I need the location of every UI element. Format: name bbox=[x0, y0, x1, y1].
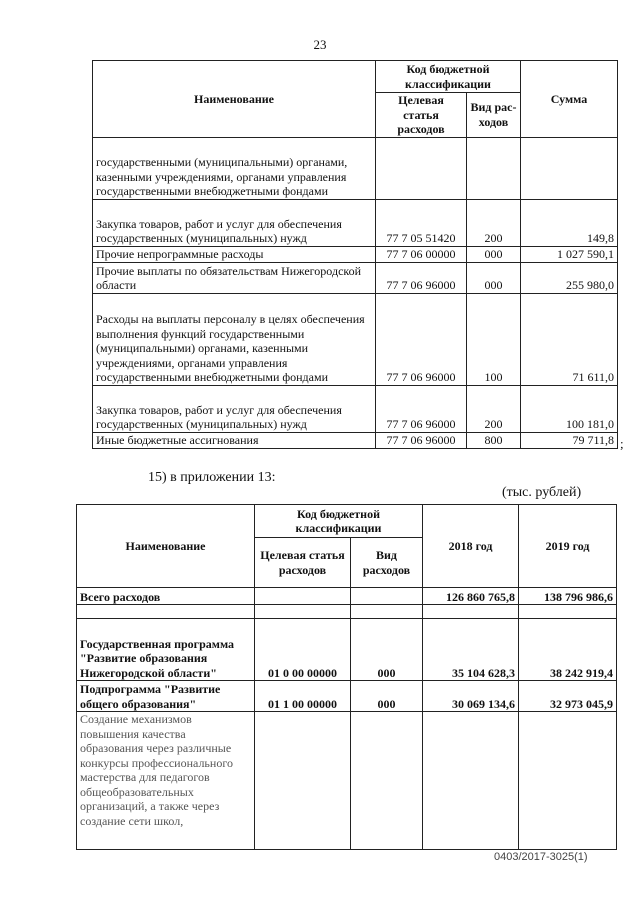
row-2018: 30 069 134,6 bbox=[423, 681, 519, 712]
header-type: Вид рас-ходов bbox=[467, 93, 521, 138]
spacer-row bbox=[77, 605, 617, 619]
row-sum: 255 980,0 bbox=[521, 262, 618, 293]
header-target: Целевая статья расходов bbox=[255, 538, 351, 588]
header-code-group: Код бюджетной классификации bbox=[376, 61, 521, 93]
row-target: 77 7 06 00000 bbox=[376, 246, 467, 262]
row-sum: 79 711,8 bbox=[521, 432, 618, 448]
row-2019: 32 973 045,9 bbox=[519, 681, 617, 712]
row-target bbox=[255, 712, 351, 850]
header-sum: Сумма bbox=[521, 61, 618, 138]
units-label: (тыс. рублей) bbox=[502, 485, 582, 500]
header-code-group: Код бюджетной классификации bbox=[255, 505, 423, 538]
header-type: Вид расходов bbox=[351, 538, 423, 588]
row-2018 bbox=[423, 712, 519, 850]
row-type: 000 bbox=[467, 262, 521, 293]
row-target: 77 7 05 51420 bbox=[376, 199, 467, 246]
total-row bbox=[77, 588, 617, 605]
table-row bbox=[93, 199, 618, 246]
budget-table-appendix-13 bbox=[76, 504, 617, 850]
row-type: 800 bbox=[467, 432, 521, 448]
trailing-semicolon: ; bbox=[620, 436, 624, 451]
row-sum: 149,8 bbox=[521, 199, 618, 246]
total-type bbox=[351, 588, 423, 605]
total-2019: 138 796 986,6 bbox=[519, 588, 617, 605]
row-type: 000 bbox=[351, 681, 423, 712]
row-2018: 35 104 628,3 bbox=[423, 619, 519, 681]
row-sum: 100 181,0 bbox=[521, 385, 618, 432]
total-2018: 126 860 765,8 bbox=[423, 588, 519, 605]
budget-table-continued bbox=[92, 60, 618, 449]
row-type: 200 bbox=[467, 385, 521, 432]
table-row bbox=[93, 385, 618, 432]
row-type: 000 bbox=[351, 619, 423, 681]
header-target: Целевая статья расходов bbox=[376, 93, 467, 138]
row-sum: 71 611,0 bbox=[521, 293, 618, 385]
row-name: Закупка товаров, работ и услуг для обеспечения государственных (муниципальных) нужд bbox=[93, 199, 376, 246]
document-stamp: 0403/2017-3025(1) bbox=[494, 851, 588, 863]
row-name: Прочие непрограммные расходы bbox=[93, 246, 376, 262]
total-name: Всего расходов bbox=[77, 588, 255, 605]
total-target bbox=[255, 588, 351, 605]
row-name: Создание механизмов повышения качества образования через различные конкурсы профессионального мастерства для педагогов общеобразовательных организаций, а также через создание сети школ, bbox=[77, 712, 255, 850]
row-sum bbox=[521, 137, 618, 199]
row-name: государственными (муниципальными) органами, казенными учреждениями, органами управления государственными внебюджетными фондами bbox=[93, 137, 376, 199]
table-row bbox=[93, 246, 618, 262]
row-target: 01 1 00 00000 bbox=[255, 681, 351, 712]
row-name: Государственная программа "Развитие образования Нижегородской области" bbox=[77, 619, 255, 681]
table-row bbox=[93, 262, 618, 293]
table-row bbox=[93, 293, 618, 385]
row-target: 01 0 00 00000 bbox=[255, 619, 351, 681]
table-row bbox=[93, 137, 618, 199]
row-name: Закупка товаров, работ и услуг для обеспечения государственных (муниципальных) нужд bbox=[93, 385, 376, 432]
row-target bbox=[376, 137, 467, 199]
row-name: Расходы на выплаты персоналу в целях обеспечения выполнения функций государственными (муниципальными) органами, казенными учреждениями, органами управления государственными внебюджетными фондами bbox=[93, 293, 376, 385]
table-row bbox=[77, 619, 617, 681]
row-target: 77 7 06 96000 bbox=[376, 262, 467, 293]
header-name: Наименование bbox=[93, 61, 376, 138]
row-2019 bbox=[519, 712, 617, 850]
row-2019: 38 242 919,4 bbox=[519, 619, 617, 681]
page-number: 23 bbox=[313, 37, 327, 52]
table-row bbox=[77, 681, 617, 712]
row-sum: 1 027 590,1 bbox=[521, 246, 618, 262]
header-2019: 2019 год bbox=[519, 505, 617, 588]
row-type: 100 bbox=[467, 293, 521, 385]
row-target: 77 7 06 96000 bbox=[376, 293, 467, 385]
row-name: Прочие выплаты по обязательствам Нижегородской области bbox=[93, 262, 376, 293]
table-row bbox=[93, 432, 618, 448]
header-2018: 2018 год bbox=[423, 505, 519, 588]
row-type bbox=[351, 712, 423, 850]
row-type bbox=[467, 137, 521, 199]
appendix-caption: 15) в приложении 13: bbox=[148, 470, 276, 485]
row-name: Подпрограмма "Развитие общего образования" bbox=[77, 681, 255, 712]
row-target: 77 7 06 96000 bbox=[376, 432, 467, 448]
row-type: 200 bbox=[467, 199, 521, 246]
table-row bbox=[77, 712, 617, 850]
row-target: 77 7 06 96000 bbox=[376, 385, 467, 432]
header-name: Наименование bbox=[77, 505, 255, 588]
row-name: Иные бюджетные ассигнования bbox=[93, 432, 376, 448]
row-type: 000 bbox=[467, 246, 521, 262]
